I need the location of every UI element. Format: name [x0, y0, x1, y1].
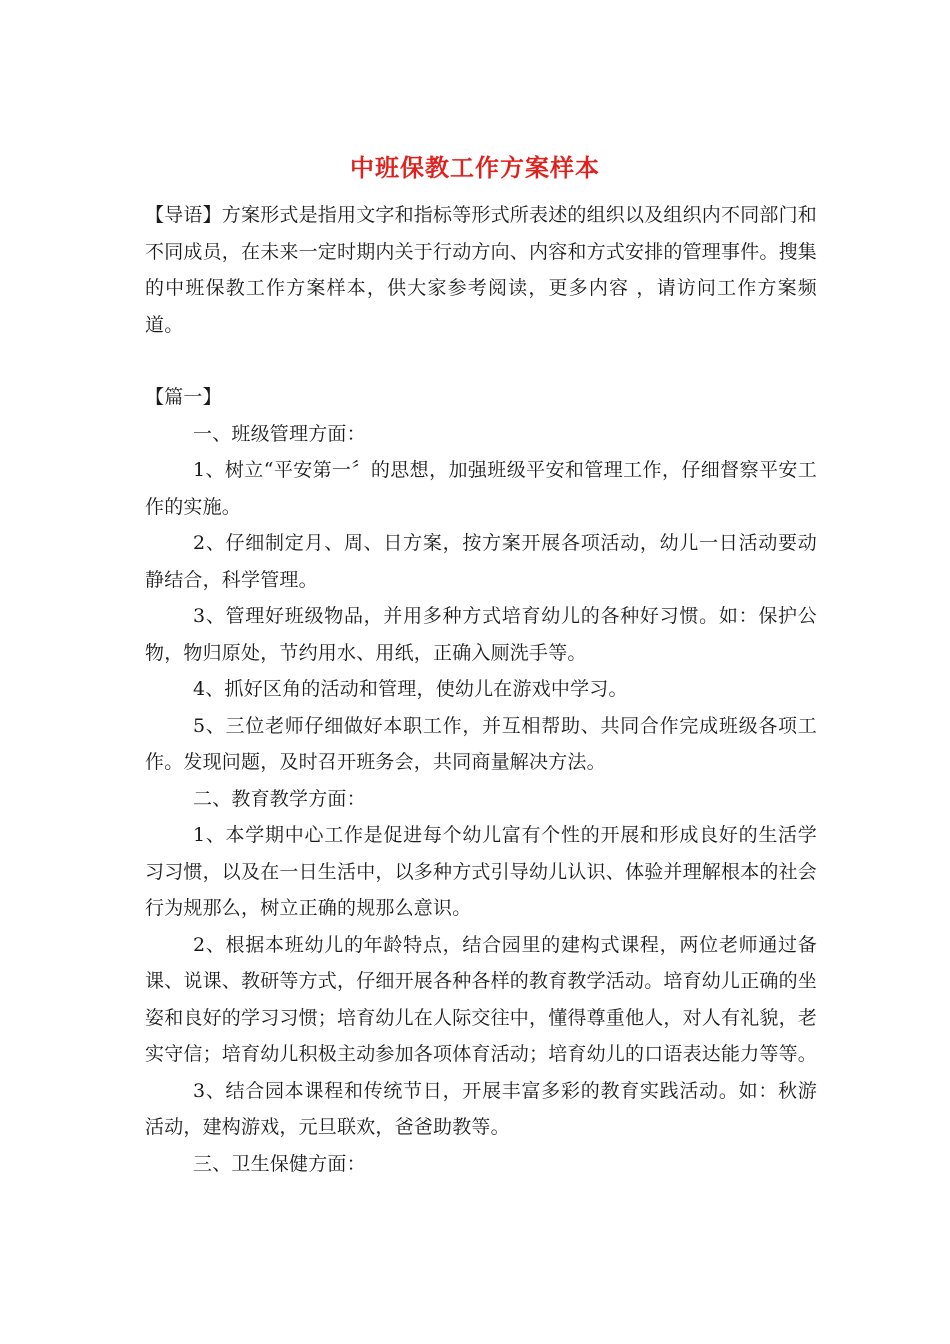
document-title: 中班保教工作方案样本 — [350, 153, 600, 182]
list-item: 5、三位老师仔细做好本职工作，并互相帮助、共同合作完成班级各项工作。发现问题，及时召开班务会，共同商量解决方法。 — [145, 714, 817, 773]
list-item: 3、结合园本课程和传统节日，开展丰富多彩的教育实践活动。如：秋游活动，建构游戏，元旦联欢，爸爸助教等。 — [145, 1079, 817, 1138]
document-body — [145, 197, 817, 1182]
section-marker-text: 【篇一】 — [145, 386, 222, 408]
list-item: 4、抓好区角的活动和管理，使幼儿在游戏中学习。 — [193, 678, 628, 700]
section-marker — [145, 379, 817, 416]
list-item: 1、本学期中心工作是促进每个幼儿富有个性的开展和形成良好的生活学习习惯，以及在一日生活中，以多种方式引导幼儿认识、体验并理解根本的社会行为规那么，树立正确的规那么意识。 — [145, 824, 818, 919]
intro-paragraph: 【导语】方案形式是指用文字和指标等形式所表述的组织以及组织内不同部门和不同成员，在未来一定时期内关于行动方向、内容和方式安排的管理事件。搜集的中班保教工作方案样本，供大家参考阅读，更多内容 ，请访问工作方案频道。 — [145, 204, 818, 336]
list-item: 1、树立“平安第一〞的思想，加强班级平安和管理工作，仔细督察平安工作的实施。 — [145, 459, 817, 518]
section-heading-health: 三、卫生保健方面： — [193, 1152, 366, 1175]
section-heading-class-management: 一、班级管理方面： — [193, 422, 366, 445]
list-item: 3、管理好班级物品，并用多种方式培育幼儿的各种好习惯。如：保护公物，物归原处，节约用水、用纸，正确入厕洗手等。 — [145, 605, 817, 664]
list-item: 2、仔细制定月、周、日方案，按方案开展各项活动，幼儿一日活动要动静结合，科学管理。 — [145, 532, 817, 591]
section-heading-teaching: 二、教育教学方面： — [193, 787, 366, 810]
list-item: 2、根据本班幼儿的年龄特点，结合园里的建构式课程，两位老师通过备课、说课、教研等方式，仔细开展各种各样的教育教学活动。培育幼儿正确的坐姿和良好的学习习惯；培育幼儿在人际交往中，懂得尊重他人，对人有礼貌，老实守信；培育幼儿积极主动参加各项体育活动；培育幼儿的口语表达能力等等。 — [145, 933, 818, 1065]
